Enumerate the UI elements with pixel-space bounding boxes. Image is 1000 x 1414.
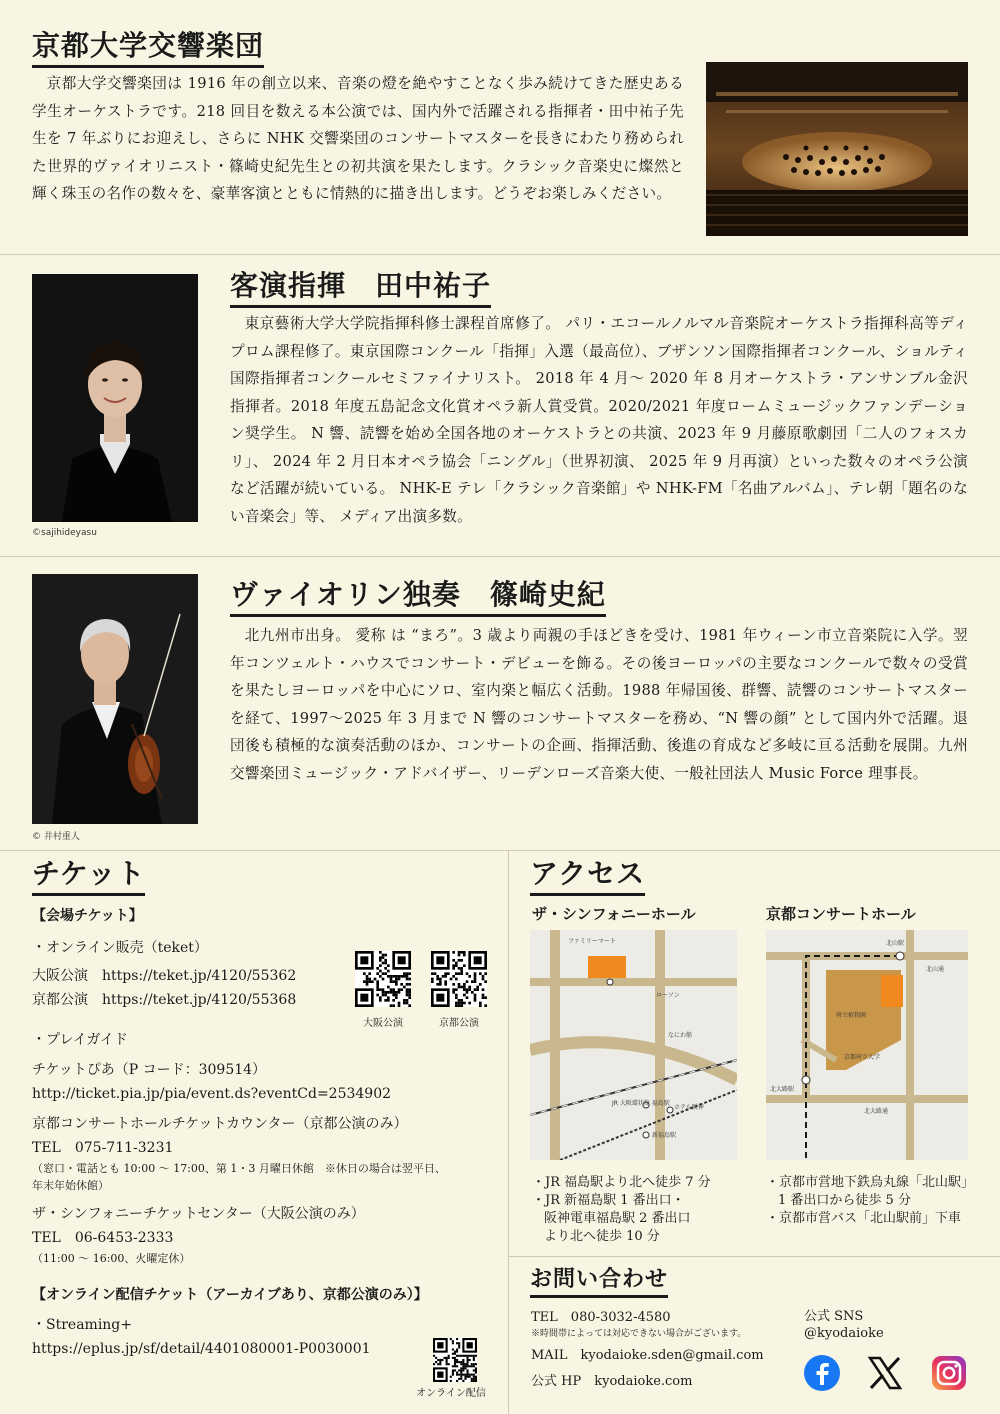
map1-shinfukushima: 新福島駅	[652, 1132, 677, 1139]
contact-title: お問い合わせ	[530, 1266, 668, 1298]
hall1-direction-4: より北へ徒歩 10 分	[544, 1229, 660, 1244]
hall1-directions	[532, 1174, 711, 1246]
map2-pref-univ: 京都府立大学	[844, 1054, 881, 1061]
orchestra-description: 京都大学交響楽団は 1916 年の創立以来、音楽の燈を絶やすことなく歩み続けてきた歴史ある学生オーケストラです。218 回目を数える本公演では、国内外で活躍される指揮者・田中祐子先生を 7 年ぶりにお迎えし、さらに NHK 交響楽団のコンサートマスターを長きにわたり務められた世界的ヴァイオリニスト・篠崎史紀先生との初共演を果たします。クラシック音楽史に燦然と輝く珠玉の名作の数々を、豪華客演とともに情熱的に描き出します。どうぞお楽しみください。	[32, 75, 684, 202]
map1-familymart: ファミリーマート	[568, 938, 616, 945]
contact-mail[interactable]: MAIL kyodaioke.sden@gmail.com	[531, 1348, 764, 1363]
symphony-tel: TEL 06-6453-2333	[32, 1230, 174, 1246]
hall2-name: 京都コンサートホール	[766, 905, 916, 923]
violinist-photo	[32, 574, 198, 824]
access-title: アクセス	[530, 856, 645, 896]
qr-code-icon[interactable]	[433, 1338, 477, 1382]
divider-1	[0, 254, 1000, 255]
map2-kitaoji-st: 北大路通	[864, 1108, 889, 1115]
qr-kyoto-label: 京都公演	[439, 1018, 479, 1029]
teket-kyoto-link[interactable]: 京都公演 https://teket.jp/4120/55368	[32, 992, 297, 1008]
kch-tel: TEL 075-711-3231	[32, 1140, 174, 1156]
map2-kitayama: 北山駅	[886, 940, 905, 947]
qr-osaka-label: 大阪公演	[363, 1018, 403, 1029]
sns-label: 公式 SNS	[804, 1309, 864, 1324]
hall2-direction-3: ・京都市営バス「北山駅前」下車	[766, 1211, 962, 1226]
contact-heading	[530, 1266, 668, 1298]
stream-name: ・Streaming+	[32, 1317, 133, 1333]
violinist-heading	[230, 577, 606, 617]
qr-code-icon[interactable]	[431, 951, 487, 1007]
map2-kitayama-st: 北山通	[926, 966, 945, 973]
violinist-photo-credit: © 井村重人	[32, 832, 80, 842]
orchestra-photo	[706, 62, 968, 236]
hall2-direction-2: 1 番出口から徒歩 5 分	[778, 1193, 911, 1208]
facebook-icon[interactable]	[803, 1354, 841, 1392]
hall2-directions	[766, 1174, 974, 1228]
pia-url[interactable]: http://ticket.pia.jp/pia/event.ds?eventCd=2534902	[32, 1086, 392, 1102]
symphony-note: （11:00 ～ 16:00、火曜定休）	[32, 1252, 191, 1265]
violinist-title: ヴァイオリン独奏 篠崎史紀	[230, 577, 606, 617]
conductor-bio: 東京藝術大学大学院指揮科修士課程首席修了。 パリ・エコールノルマル音楽院オーケストラ指揮科高等ディプロム課程修了。東京国際コンクール「指揮」入選（最高位）、ブザンソン国際指揮者コンクール、ショルティ国際指揮者コンクールセミファイナリスト。 2018 年 4 月～ 2020 年 8 月オーケストラ・アンサンブル金沢指揮者。2018 年度五島記念文化賞オペラ新人賞受賞。2020/2021 年度ロームミュージックファンデーション奨学生。 N 響、読響を始め全国各地のオーケストラとの共演、2023 年 9 月藤原歌劇団「二人のフォスカリ」、 2024 年 2 月日本オペラ協会「ニングル」（世界初演、 2025 年 9 月再演）といった数々のオペラ公演など活躍が続いている。 NHK-E テレ「クラシック音楽館」や NHK-FM「名曲アルバム」、テレ朝「題名のない音楽会」等、 メディア出演多数。	[230, 315, 968, 525]
map2-kitaoji: 北大路駅	[770, 1086, 795, 1093]
hall1-direction-2: ・JR 新福島駅 1 番出口・	[532, 1193, 685, 1208]
divider-3	[0, 850, 1000, 851]
hall1-name: ザ・シンフォニーホール	[532, 905, 696, 923]
contact-tel-note: ※時間帯によっては対応できない場合がございます。	[531, 1329, 747, 1339]
conductor-heading	[230, 268, 491, 308]
map1-hotel: ホテル阪神	[674, 1104, 704, 1111]
conductor-photo-credit: ©sajihideyasu	[32, 528, 97, 538]
sns-handle: @kyodaioke	[804, 1326, 884, 1341]
qr-stream-label: オンライン配信	[416, 1388, 486, 1399]
stream-url[interactable]: https://eplus.jp/sf/detail/4401080001-P0030001	[32, 1341, 371, 1357]
kyoto-concert-hall-map	[766, 930, 968, 1160]
playguide-heading: ・プレイガイド	[32, 1032, 128, 1048]
teket-osaka-link[interactable]: 大阪公演 https://teket.jp/4120/55362	[32, 968, 297, 984]
contact-hp[interactable]: 公式 HP kyodaioke.com	[531, 1374, 693, 1389]
venue-ticket-heading: 【会場チケット】	[32, 908, 143, 924]
violinist-bio: 北九州市出身。 愛称 は “まろ”。3 歳より両親の手ほどきを受け、1981 年ウィーン市立音楽院に入学。翌年コンツェルト・ハウスでコンサート・デビューを飾る。その後ヨーロッパの主要なコンクールで数々の受賞を果たしヨーロッパを中心にソロ、室内楽と幅広く活動。1988 年帰国後、群響、読響のコンサートマスターを経て、1997～2025 年 3 月まで N 響のコンサートマスターを務め、“N 響の顔” として国内外で活躍。退団後も積極的な演奏活動のほか、コンサートの企画、指揮活動、後進の育成など多岐に亘る活動を展開。九州交響楽団ミュージック・アドバイザー、リーデンローズ音楽大使、一般社団法人 Music Force 理事長。	[230, 627, 968, 782]
qr-code-icon[interactable]	[355, 951, 411, 1007]
map2-botanical: 府立植物園	[836, 1012, 867, 1019]
divider-4	[509, 1256, 1000, 1257]
map1-naniwa: なにわ筋	[668, 1032, 693, 1039]
orchestra-section	[32, 28, 264, 68]
pia-name: チケットぴあ（P コード：309514）	[32, 1062, 267, 1078]
stream-heading: 【オンライン配信チケット（アーカイブあり、京都公演のみ）】	[32, 1287, 428, 1303]
map1-lawson: ローソン	[656, 992, 680, 999]
divider-vertical	[508, 850, 509, 1414]
kch-note-2: 年末年始休館）	[32, 1179, 109, 1192]
conductor-title: 客演指揮 田中祐子	[230, 268, 491, 308]
symphony-hall-map	[530, 930, 737, 1160]
divider-2	[0, 556, 1000, 557]
ticket-title: チケット	[32, 856, 145, 896]
kch-note-1: （窓口・電話とも 10:00 ～ 17:00、第 1・3 月曜日休館 ※休日の場合は翌平日、	[32, 1162, 446, 1175]
orchestra-title: 京都大学交響楽団	[32, 28, 264, 68]
contact-tel[interactable]: TEL 080-3032-4580	[531, 1310, 671, 1325]
ticket-heading	[32, 856, 145, 896]
contact-info	[531, 1308, 801, 1392]
symphony-ticket-center: ザ・シンフォニーチケットセンター（大阪公演のみ）	[32, 1206, 365, 1222]
online-sales-heading: ・オンライン販売（teket）	[32, 940, 208, 956]
instagram-icon[interactable]	[930, 1354, 968, 1392]
map1-jr-fukushima: JR 大阪環状線 福島駅	[612, 1100, 670, 1107]
x-icon[interactable]	[867, 1355, 903, 1391]
hall2-direction-1: ・京都市営地下鉄烏丸線「北山駅」	[766, 1175, 975, 1190]
conductor-photo	[32, 274, 198, 522]
hall1-direction-3: 阪神電車福島駅 2 番出口	[544, 1211, 691, 1226]
sns-info	[804, 1308, 884, 1342]
kch-counter: 京都コンサートホールチケットカウンター（京都公演のみ）	[32, 1116, 408, 1132]
access-heading	[530, 856, 645, 896]
hall1-direction-1: ・JR 福島駅より北へ徒歩 7 分	[532, 1175, 711, 1190]
